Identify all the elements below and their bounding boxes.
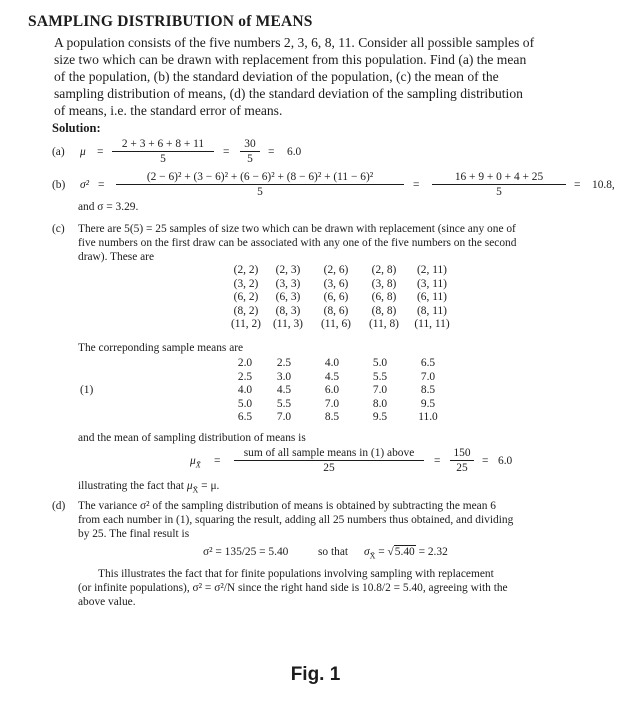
means-row-cell: 11.0	[418, 411, 438, 423]
samples-row-cell: (8, 2)	[233, 304, 259, 317]
sd-eq-sqrt: = √	[375, 546, 394, 558]
part-a-eq3: =	[268, 146, 275, 158]
means-row-cell: 8.5	[420, 384, 436, 396]
means-row-cell: 6.5	[237, 411, 253, 423]
variance-result: σ² = 135/25 = 5.40	[203, 546, 289, 558]
figure-caption: Fig. 1	[290, 664, 341, 685]
fact-xbar-sub: X̄	[192, 485, 199, 495]
means-row-cell: 7.0	[324, 397, 340, 410]
problem-line-3: of the population, (b) the standard deviation of the population, (c) the mean of the	[54, 69, 499, 84]
part-b-fraction-1	[116, 170, 404, 200]
mean-fraction-2-numerator: 150	[450, 446, 474, 461]
means-row	[230, 384, 452, 398]
solution-label: Solution:	[52, 121, 101, 135]
part-b-numerator-2: 16 + 9 + 0 + 4 + 25	[432, 170, 566, 185]
samples-row-cell: (11, 6)	[321, 318, 351, 330]
samples-row-cell: (3, 6)	[323, 277, 349, 290]
means-row-cell: 5.0	[372, 357, 388, 369]
means-row-cell: 2.5	[276, 357, 292, 369]
part-a-mu: μ	[80, 146, 86, 158]
part-d-line-1: The variance σ² of the sampling distribution of means is obtained by subtracting the mean 6	[78, 500, 496, 512]
samples-row-cell: (3, 2)	[233, 277, 259, 290]
mean-intro: and the mean of sampling distribution of means is	[78, 432, 306, 444]
part-a-fraction-2	[240, 137, 260, 167]
problem-line-1: A population consists of the five numbers 2, 3, 6, 8, 11. Consider all possible samples of	[54, 35, 535, 50]
conclusion-line-3: above value.	[78, 596, 136, 608]
means-row-cell: 9.5	[420, 397, 436, 410]
samples-row-cell: (8, 11)	[417, 304, 447, 317]
mean-fraction-2	[450, 446, 474, 476]
part-b-fraction-2	[432, 170, 566, 200]
samples-row-cell: (11, 11)	[414, 318, 450, 330]
samples-row-cell: (8, 6)	[323, 304, 349, 317]
means-intro: The correponding sample means are	[78, 342, 244, 354]
samples-row-cell: (6, 6)	[323, 291, 349, 303]
means-row-cell: 7.0	[372, 384, 388, 396]
means-row-cell: 5.0	[237, 397, 253, 410]
illustrating-text: illustrating the fact that	[78, 480, 184, 492]
samples-row	[228, 264, 456, 278]
mu-symbol: μ	[190, 455, 196, 467]
part-b-numerator-1: (2 − 6)² + (3 − 6)² + (6 − 6)² + (8 − 6)² + (11 − 6)²	[116, 170, 404, 185]
part-d-line-2: from each number in (1), squaring the result, adding all 25 numbers thus obtained, and dividing	[78, 514, 514, 526]
samples-row	[228, 318, 456, 332]
problem-line-5: of means, i.e. the standard error of means.	[54, 103, 283, 118]
means-row-cell: 9.5	[372, 411, 388, 423]
problem-line-4: sampling distribution of means, (d) the standard deviation of the sampling distribution	[54, 86, 523, 101]
fact-rhs: = μ.	[198, 480, 220, 492]
part-b-sigma-sq: σ²	[80, 179, 90, 191]
part-a-denominator-1: 5	[160, 153, 166, 165]
part-c-line-1: There are 5(5) = 25 samples of size two which can be drawn with replacement (since any one of	[78, 223, 516, 235]
so-that: so that	[318, 546, 349, 558]
means-row-cell: 5.5	[372, 370, 388, 383]
part-d-line-3: by 25. The final result is	[78, 528, 190, 540]
standard-error-expr	[364, 546, 448, 560]
conclusion-line-1: This illustrates the fact that for finite populations involving sampling with replacement	[98, 568, 494, 580]
mean-fraction	[234, 446, 424, 476]
samples-row-cell: (6, 8)	[371, 291, 397, 303]
samples-row-cell: (6, 11)	[417, 291, 447, 303]
part-a-eq1: =	[97, 146, 104, 158]
samples-row-cell: (11, 8)	[369, 318, 399, 330]
means-row-cell: 4.0	[324, 357, 340, 369]
part-b-sigma-line: and σ = 3.29.	[78, 201, 139, 213]
samples-row-cell: (3, 8)	[371, 277, 397, 290]
means-row-cell: 6.0	[324, 384, 340, 396]
xbar-subscript: X̄	[195, 460, 201, 470]
mean-eq3: =	[482, 455, 489, 467]
means-row-cell: 4.5	[276, 384, 292, 396]
samples-row-cell: (2, 8)	[371, 264, 397, 276]
mean-eq2: =	[434, 455, 441, 467]
part-a-result: 6.0	[287, 146, 302, 158]
samples-row	[228, 278, 456, 292]
part-b-result: 10.8,	[592, 179, 615, 191]
samples-row-cell: (2, 6)	[323, 264, 349, 276]
means-row	[230, 357, 452, 371]
means-row-cell: 7.0	[420, 370, 436, 383]
means-row-cell: 4.0	[237, 384, 253, 396]
means-row-cell: 5.5	[276, 397, 292, 410]
conclusion-line-2: (or infinite populations), σ² = σ²/N since the right hand side is 10.8/2 = 5.40, agreeing with the	[78, 582, 508, 594]
sd-sigma: σ	[364, 546, 370, 558]
samples-row-cell: (11, 2)	[231, 318, 261, 330]
samples-row	[228, 291, 456, 305]
part-a-fraction-1	[112, 137, 214, 167]
mean-result: 6.0	[498, 455, 513, 467]
page-title: SAMPLING DISTRIBUTION of MEANS	[28, 13, 313, 30]
part-c-line-2: five numbers on the first draw can be associated with any one of the five numbers on the second	[78, 237, 517, 249]
problem-line-2: size two which can be drawn with replacement from this population. Find (a) the mean	[54, 52, 527, 67]
part-b-eq2: =	[413, 179, 420, 191]
means-row-cell: 4.5	[324, 370, 340, 383]
part-b-eq3: =	[574, 179, 581, 191]
means-row-cell: 2.5	[237, 370, 253, 383]
part-b-label: (b)	[52, 179, 66, 191]
means-row-cell: 6.5	[420, 357, 436, 369]
part-a-eq2: =	[223, 146, 230, 158]
samples-row-cell: (6, 2)	[233, 291, 259, 303]
mean-fraction-numerator: sum of all sample means in (1) above	[234, 446, 424, 461]
means-row-cell: 7.0	[276, 411, 292, 423]
part-d-label: (d)	[52, 500, 66, 512]
means-row-cell: 8.0	[372, 397, 388, 410]
samples-row-cell: (2, 3)	[275, 264, 301, 276]
means-row	[230, 411, 452, 425]
samples-row-cell: (6, 3)	[275, 291, 301, 303]
samples-row-cell: (2, 11)	[417, 264, 447, 276]
part-a-numerator-1: 2 + 3 + 6 + 8 + 11	[112, 137, 214, 152]
equation-label-1: (1)	[80, 384, 94, 396]
sd-xbar-sub: X̄	[369, 551, 376, 561]
sd-sqrt-arg: 5.40	[394, 546, 415, 558]
means-row	[230, 398, 452, 412]
illustrating-line	[78, 480, 219, 494]
samples-row	[228, 305, 456, 319]
means-row-cell: 8.5	[324, 411, 340, 423]
part-b-eq1: =	[98, 179, 105, 191]
mu-xbar-lhs	[190, 455, 201, 469]
sample-means-table	[230, 357, 452, 425]
part-a-label: (a)	[52, 146, 65, 158]
fact-mu: μ	[186, 480, 193, 492]
part-b-denominator-2: 5	[496, 186, 502, 198]
sd-result: = 2.32	[415, 546, 448, 558]
mean-fraction-2-denominator: 25	[456, 462, 468, 474]
part-a-numerator-2: 30	[240, 137, 260, 152]
samples-row-cell: (8, 3)	[275, 304, 301, 317]
mean-fraction-denominator: 25	[323, 462, 335, 474]
samples-row-cell: (8, 8)	[371, 304, 397, 317]
means-row	[230, 371, 452, 385]
means-row-cell: 3.0	[276, 370, 292, 383]
samples-row-cell: (3, 11)	[417, 277, 447, 290]
part-a-denominator-2: 5	[247, 153, 253, 165]
samples-row-cell: (3, 3)	[275, 277, 301, 290]
samples-table	[228, 264, 456, 332]
part-c-line-3: draw). These are	[78, 251, 155, 263]
means-row-cell: 2.0	[237, 357, 253, 369]
samples-row-cell: (2, 2)	[233, 264, 259, 276]
part-b-denominator-1: 5	[257, 186, 263, 198]
part-c-label: (c)	[52, 223, 65, 235]
samples-row-cell: (11, 3)	[273, 318, 303, 330]
